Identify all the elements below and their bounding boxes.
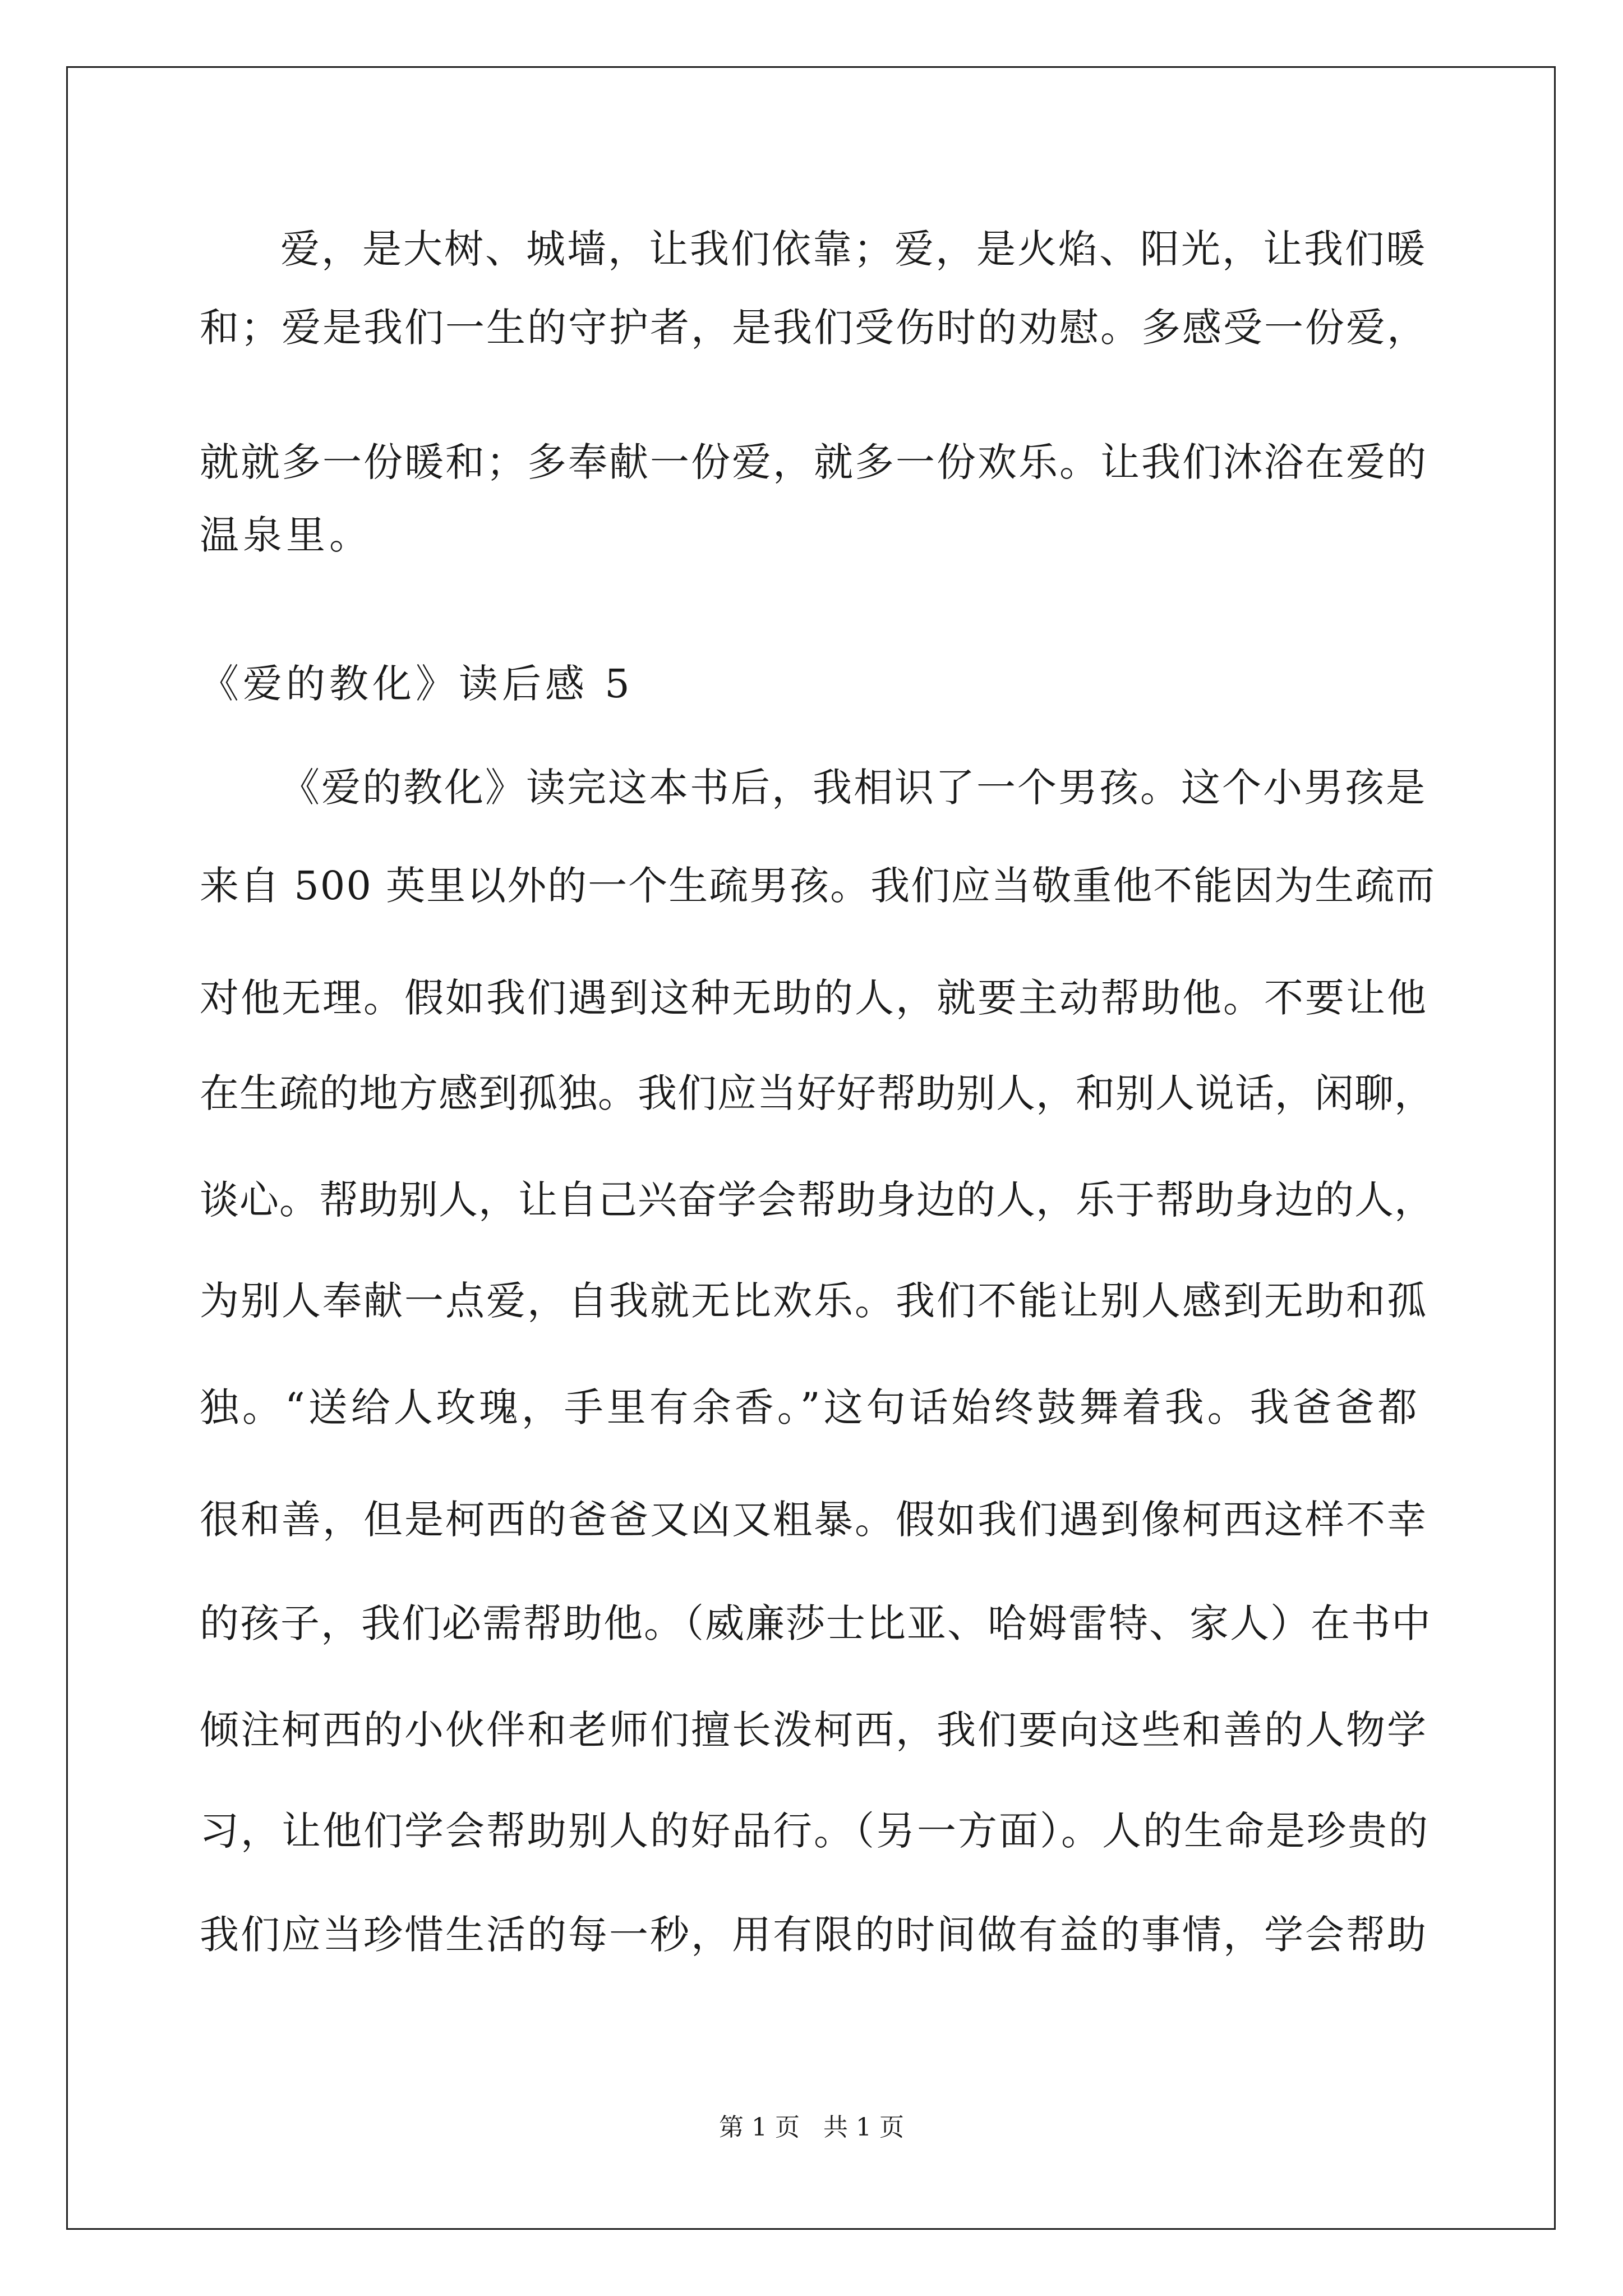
paragraph-2-line-1: 《爱的教化》读完这本书后，我相识了一个男孩。这个小男孩是 bbox=[280, 765, 1427, 811]
paragraph-1-line-3: 就就多一份暖和；多奉献一份爱，就多一份欢乐。让我们沐浴在爱的 bbox=[200, 439, 1428, 485]
paragraph-2-line-11: 习，让他们学会帮助别人的好品行。（另一方面）。人的生命是珍贵的 bbox=[200, 1808, 1430, 1854]
paragraph-1-line-1: 爱，是大树、城墙，让我们依靠；爱，是火焰、阳光，让我们暖 bbox=[280, 226, 1427, 272]
paragraph-2-line-5: 谈心。帮助别人，让自己兴奋学会帮助身边的人，乐于帮助身边的人， bbox=[200, 1177, 1434, 1223]
paragraph-2-line-4: 在生疏的地方感到孤独。我们应当好好帮助别人，和别人说话，闲聊， bbox=[200, 1070, 1434, 1116]
paragraph-1-line-2: 和；爱是我们一生的守护者，是我们受伤时的劝慰。多感受一份爱， bbox=[200, 305, 1428, 351]
paragraph-2-line-8: 很和善，但是柯西的爸爸又凶又粗暴。假如我们遇到像柯西这样不幸 bbox=[200, 1497, 1428, 1543]
page-border bbox=[66, 66, 1556, 2230]
paragraph-2-line-2: 来自 500 英里以外的一个生疏男孩。我们应当敬重他不能因为生疏而 bbox=[200, 863, 1436, 909]
paragraph-1-line-4: 温泉里。 bbox=[200, 512, 372, 558]
section-heading: 《爱的教化》读后感 5 bbox=[200, 661, 634, 707]
paragraph-2-line-7: 独。“送给人玫瑰，手里有余香。”这句话始终鼓舞着我。我爸爸都 bbox=[200, 1384, 1421, 1430]
paragraph-2-line-3: 对他无理。假如我们遇到这种无助的人，就要主动帮助他。不要让他 bbox=[200, 975, 1428, 1021]
paragraph-2-line-12: 我们应当珍惜生活的每一秒，用有限的时间做有益的事情，学会帮助 bbox=[200, 1912, 1428, 1958]
page-number-footer: 第 1 页 共 1 页 bbox=[719, 2113, 904, 2142]
paragraph-2-line-9: 的孩子，我们必需帮助他。（威廉莎士比亚、哈姆雷特、家人）在书中 bbox=[200, 1600, 1432, 1646]
paragraph-2-line-6: 为别人奉献一点爱，自我就无比欢乐。我们不能让别人感到无助和孤 bbox=[200, 1278, 1428, 1324]
paragraph-2-line-10: 倾注柯西的小伙伴和老师们擅长泼柯西，我们要向这些和善的人物学 bbox=[200, 1707, 1428, 1753]
